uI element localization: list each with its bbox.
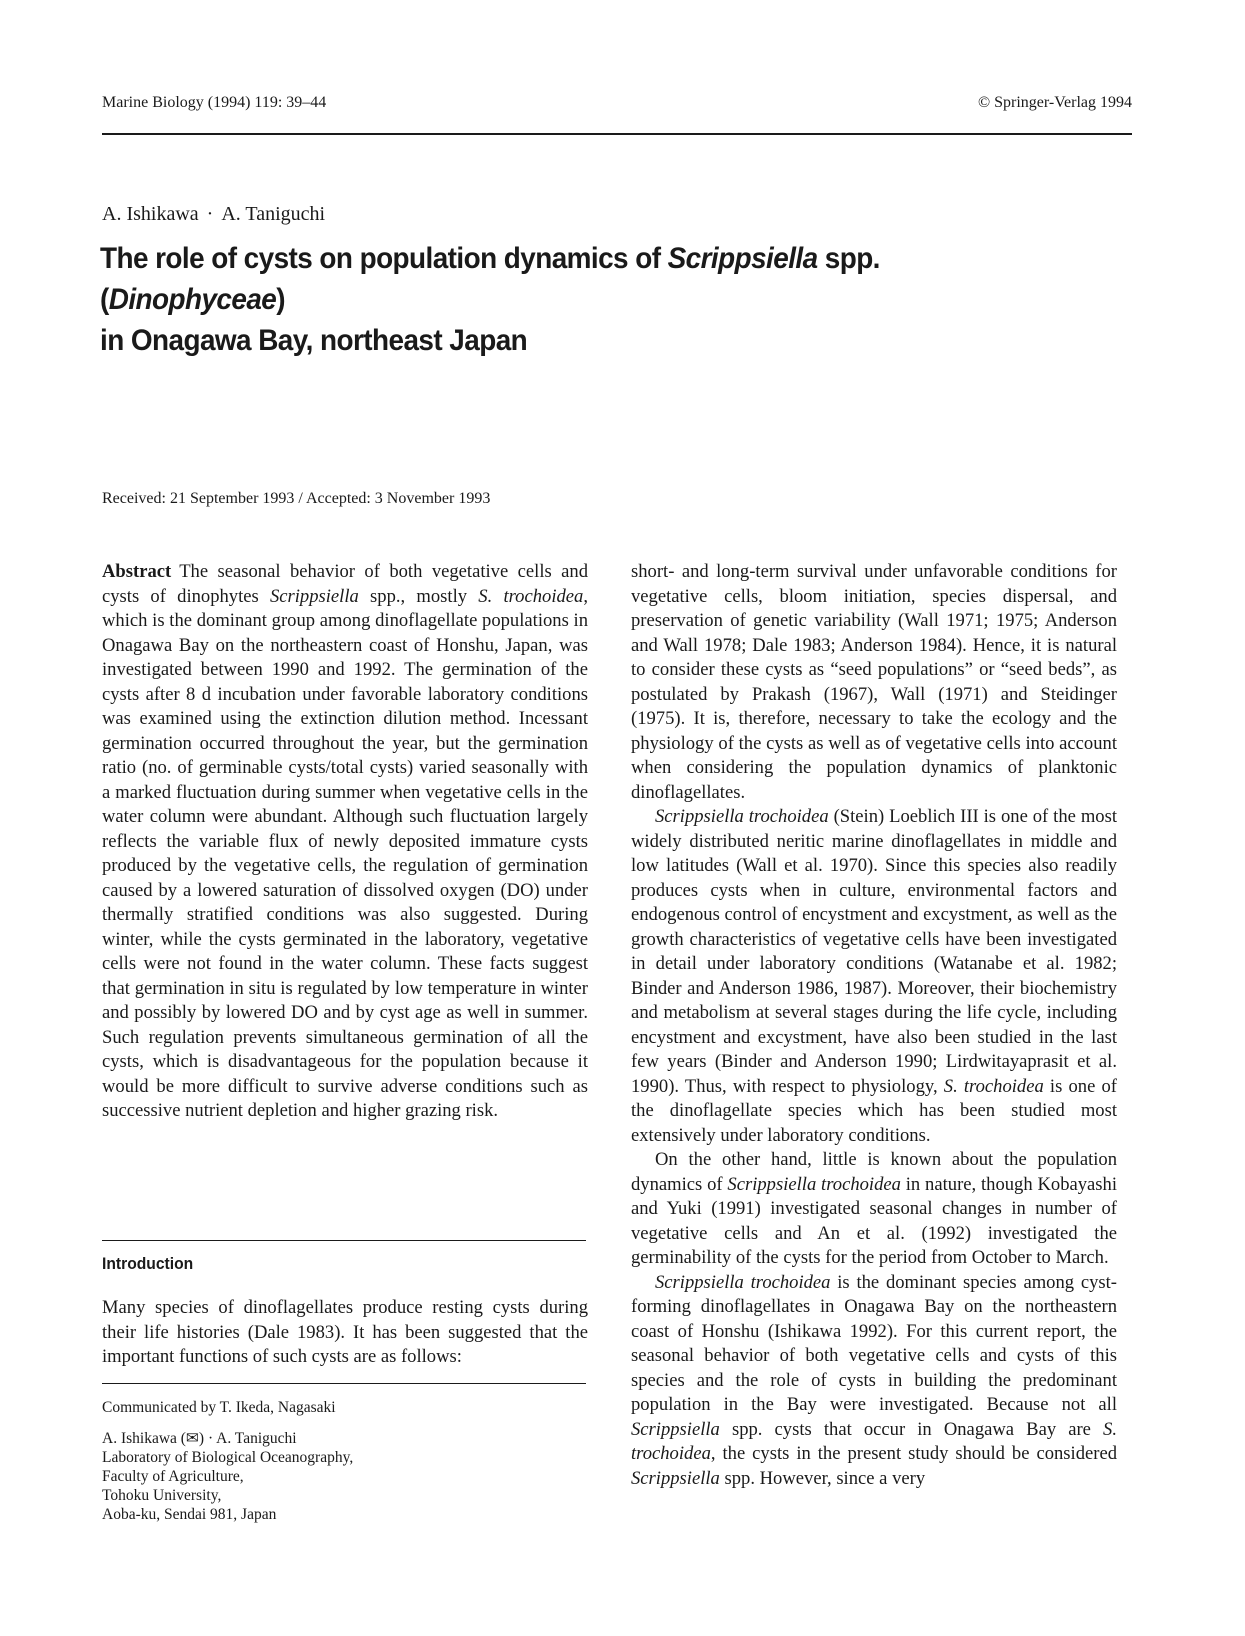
body-text: , the cysts in the present study should be considered bbox=[710, 1443, 1117, 1464]
abstract-text: spp., mostly bbox=[358, 585, 479, 607]
author-separator: · bbox=[206, 203, 214, 225]
footnote-university: Tohoku University, bbox=[102, 1487, 222, 1504]
copyright-notice: © Springer-Verlag 1994 bbox=[977, 94, 1132, 111]
body-text: is the dominant species among cyst-forming dinoflagellates in Onagawa Bay on the northeastern coast of Honshu (Ishikawa 1992). For this current report, the seasonal behavior of both vegetative cells and cysts of this species and the role of cysts in building the predominant population in the Bay were investigated. Because not all bbox=[631, 1271, 1117, 1415]
abstract-text: The seasonal behavior of both vegetative cells and cysts of dinophytes bbox=[102, 561, 588, 607]
title-text: The role of cysts on population dynamics of bbox=[100, 242, 668, 275]
body-paragraph bbox=[631, 805, 1117, 1148]
journal-citation: Marine Biology (1994) 119: 39–44 bbox=[102, 94, 327, 111]
body-paragraph: short- and long-term survival under unfavorable conditions for vegetative cells, bloom initiation, species dispersal, and preservation of genetic variability (Wall 1971; 1975; Anderson and Wall 1978; Dale 1983; Anderson 1984). Hence, it is natural to consider these cysts as “seed populations” or “seed beds”, as postulated by Prakash (1967), Wall (1971) and Steidinger (1975). It is, therefore, necessary to take the ecology and the physiology of the cysts as well as of vegetative cells into account when considering the population dynamics of planktonic dinoflagellates. bbox=[631, 561, 1117, 803]
footnote-address: Aoba-ku, Sendai 981, Japan bbox=[102, 1506, 277, 1523]
title-line-2: in Onagawa Bay, northeast Japan bbox=[100, 324, 528, 357]
body-text: spp. However, since a very bbox=[719, 1467, 926, 1489]
introduction-paragraph: Many species of dinoflagellates produce resting cysts during their life histories (Dale 1983). It has been suggested that the important functions of such cysts are as follows: bbox=[102, 1297, 588, 1367]
body-text: spp. cysts that occur in Onagawa Bay are bbox=[719, 1418, 1104, 1440]
abstract-text: , which is the dominant group among dinoflagellate populations in Onagawa Bay on the northeastern coast of Honshu, Japan, was investigated between 1990 and 1992. The germination of the cysts after 8 d incubation under favorable laboratory conditions was examined using the extinction dilution method. Incessant germination occurred throughout the year, but the germination ratio (no. of germinable cysts/total cysts) varied seasonally with a marked fluctuation during summer when vegetative cells in the water column were abundant. Although such fluctuation largely reflects the variable flux of newly deposited immature cysts produced by the vegetative cells, the regulation of germination caused by a lowered saturation of dissolved oxygen (DO) under thermally stratified conditions was also suggested. During winter, while the cysts germinated in the laboratory, vegetative cells were not found in the water column. These facts suggest that germination in situ is regulated by low temperature in winter and possibly by lowered DO and by cyst age as well in summer. Such regulation prevents simultaneous germination of all the cysts, which is disadvantageous for the population because it would be more difficult to survive adverse conditions such as successive nutrient depletion and higher grazing risk. bbox=[102, 585, 588, 1121]
body-italic: Scrippsiella bbox=[631, 1467, 720, 1489]
title-genus: Scrippsiella bbox=[667, 242, 818, 275]
introduction-heading: Introduction bbox=[102, 1254, 194, 1273]
footnote-lab: Laboratory of Biological Oceanography, bbox=[102, 1449, 354, 1466]
footnote-faculty: Faculty of Agriculture, bbox=[102, 1468, 244, 1485]
body-text: On the other hand, little is known about the population dynamics of bbox=[631, 1149, 1117, 1195]
abstract-heading: Abstract bbox=[102, 561, 172, 582]
title-text: ) bbox=[276, 283, 285, 316]
body-text: is one of the dinoflagellate species which has been studied most extensively under laboratory conditions. bbox=[631, 1075, 1117, 1146]
author-first: A. Ishikawa bbox=[102, 203, 199, 225]
introduction-text bbox=[102, 1296, 588, 1370]
introduction-rule bbox=[102, 1240, 586, 1241]
body-italic: Scrippsiella bbox=[631, 1418, 720, 1440]
abstract-column bbox=[102, 560, 588, 1124]
title-family: Dinophyceae bbox=[108, 283, 277, 316]
abstract-italic: S. trochoidea bbox=[478, 585, 584, 607]
title-text: spp. ( bbox=[100, 242, 880, 316]
body-paragraph bbox=[631, 1148, 1117, 1271]
footnote bbox=[102, 1398, 582, 1524]
body-italic: Scrippsiella trochoidea bbox=[727, 1173, 901, 1195]
footnote-authors: A. Ishikawa (✉) · A. Taniguchi bbox=[102, 1430, 297, 1447]
author-line bbox=[102, 203, 325, 226]
header-rule bbox=[102, 133, 1132, 135]
body-italic: S. trochoidea bbox=[943, 1075, 1044, 1097]
received-accepted-dates: Received: 21 September 1993 / Accepted: 3 November 1993 bbox=[102, 490, 491, 507]
running-header bbox=[102, 94, 1132, 118]
body-text: in nature, though Kobayashi and Yuki (1991) investigated seasonal changes in number of vegetative cells and An et al. (1992) investigated the germinability of the cysts for the period from October to March. bbox=[631, 1173, 1117, 1268]
abstract-italic: Scrippsiella bbox=[269, 585, 359, 607]
abstract-paragraph bbox=[102, 560, 588, 1124]
body-text: (Stein) Loeblich III is one of the most widely distributed neritic marine dinoflagellates in middle and low latitudes (Wall et al. 1970). Since this species also readily produces cysts when in culture, environmental factors and endogenous control of encystment and excystment, as well as the growth characteristics of vegetative cells have been investigated in detail under laboratory conditions (Watanabe et al. 1982; Binder and Anderson 1986, 1987). Moreover, their biochemistry and metabolism at several stages during the life cycle, including encystment and excystment, have also been studied in the last few years (Binder and Anderson 1990; Lirdwitayaprasit et al. 1990). Thus, with respect to physiology, bbox=[631, 806, 1117, 1097]
footnote-rule bbox=[102, 1383, 586, 1384]
body-italic: Scrippsiella trochoidea bbox=[655, 806, 829, 827]
body-italic: Scrippsiella trochoidea bbox=[655, 1271, 831, 1293]
body-paragraph bbox=[631, 1271, 1117, 1492]
paper-title bbox=[100, 238, 1067, 361]
author-second: A. Taniguchi bbox=[221, 203, 326, 225]
body-italic: S. trochoidea bbox=[631, 1418, 1117, 1464]
body-column-right bbox=[631, 560, 1117, 1491]
communicated-by: Communicated by T. Ikeda, Nagasaki bbox=[102, 1399, 336, 1416]
